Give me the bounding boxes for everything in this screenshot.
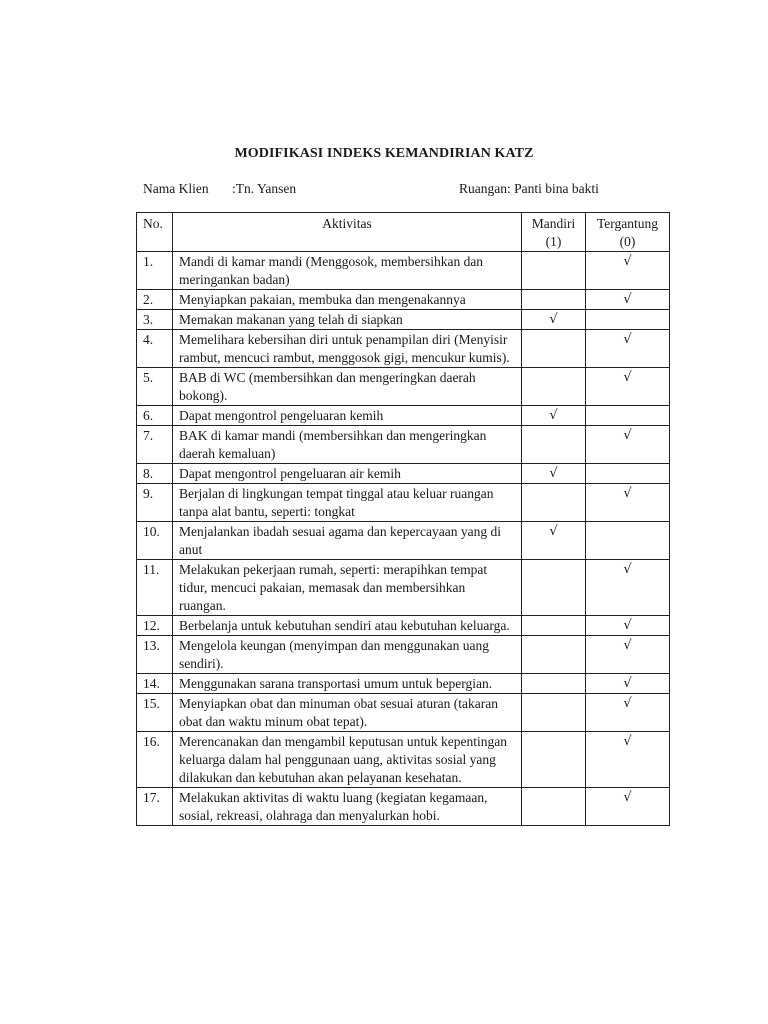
- row-mandiri-check: [522, 368, 586, 406]
- row-mandiri-check: [522, 426, 586, 464]
- row-number: 6.: [137, 406, 173, 426]
- row-activity: Mengelola keungan (menyimpan dan menggunakan uang sendiri).: [173, 636, 522, 674]
- page-title: MODIFIKASI INDEKS KEMANDIRIAN KATZ: [234, 146, 534, 161]
- row-activity: Mandi di kamar mandi (Menggosok, membersihkan dan meringankan badan): [173, 252, 522, 290]
- row-mandiri-check: [522, 674, 586, 694]
- row-tergantung-check: √: [586, 560, 670, 616]
- table-row: [137, 674, 670, 694]
- table-row: [137, 694, 670, 732]
- table-row: [137, 522, 670, 560]
- table-row: [137, 484, 670, 522]
- header-activity: Aktivitas: [173, 213, 522, 252]
- row-number: 1.: [137, 252, 173, 290]
- table-row: [137, 636, 670, 674]
- row-tergantung-check: [586, 464, 670, 484]
- row-activity: Dapat mengontrol pengeluaran kemih: [173, 406, 522, 426]
- row-number: 16.: [137, 732, 173, 788]
- row-mandiri-check: [522, 788, 586, 826]
- row-tergantung-check: √: [586, 484, 670, 522]
- row-tergantung-check: √: [586, 368, 670, 406]
- row-tergantung-check: √: [586, 290, 670, 310]
- row-number: 10.: [137, 522, 173, 560]
- row-number: 11.: [137, 560, 173, 616]
- row-activity: Menyiapkan obat dan minuman obat sesuai aturan (takaran obat dan waktu minum obat tepat).: [173, 694, 522, 732]
- row-number: 5.: [137, 368, 173, 406]
- row-activity: Melakukan pekerjaan rumah, seperti: merapihkan tempat tidur, mencuci pakaian, memasak dan membersihkan ruangan.: [173, 560, 522, 616]
- table-row: [137, 788, 670, 826]
- row-activity: Merencanakan dan mengambil keputusan untuk kepentingan keluarga dalam hal penggunaan uang, aktivitas sosial yang dilakukan dan kebutuhan akan pelayanan kesehatan.: [173, 732, 522, 788]
- row-number: 2.: [137, 290, 173, 310]
- row-tergantung-check: √: [586, 426, 670, 464]
- table-row: [137, 310, 670, 330]
- row-mandiri-check: √: [522, 310, 586, 330]
- header-tergantung: [586, 213, 670, 252]
- table-row: [137, 252, 670, 290]
- row-tergantung-check: √: [586, 252, 670, 290]
- row-number: 12.: [137, 616, 173, 636]
- table-row: [137, 560, 670, 616]
- header-no: No.: [137, 213, 173, 252]
- row-activity: Memakan makanan yang telah di siapkan: [173, 310, 522, 330]
- row-activity: Berjalan di lingkungan tempat tinggal atau keluar ruangan tanpa alat bantu, seperti: tongkat: [173, 484, 522, 522]
- row-activity: Memelihara kebersihan diri untuk penampilan diri (Menyisir rambut, mencuci rambut, menggosok gigi, mencukur kumis).: [173, 330, 522, 368]
- table-row: [137, 368, 670, 406]
- header-tergantung-label: Tergantung: [596, 216, 659, 231]
- row-number: 15.: [137, 694, 173, 732]
- row-number: 7.: [137, 426, 173, 464]
- row-tergantung-check: √: [586, 788, 670, 826]
- table-row: [137, 426, 670, 464]
- row-tergantung-check: [586, 406, 670, 426]
- row-tergantung-check: √: [586, 674, 670, 694]
- row-number: 4.: [137, 330, 173, 368]
- row-number: 14.: [137, 674, 173, 694]
- room-info: Ruangan: Panti bina bakti: [459, 181, 599, 196]
- client-name-value: :Tn. Yansen: [232, 181, 297, 196]
- row-activity: BAK di kamar mandi (membersihkan dan mengeringkan daerah kemaluan): [173, 426, 522, 464]
- table-header-row: [137, 213, 670, 252]
- row-number: 3.: [137, 310, 173, 330]
- row-tergantung-check: √: [586, 694, 670, 732]
- row-tergantung-check: √: [586, 330, 670, 368]
- row-tergantung-check: [586, 522, 670, 560]
- row-mandiri-check: [522, 290, 586, 310]
- table-row: [137, 406, 670, 426]
- row-number: 9.: [137, 484, 173, 522]
- row-mandiri-check: [522, 732, 586, 788]
- row-mandiri-check: [522, 330, 586, 368]
- table-row: [137, 330, 670, 368]
- row-activity: Dapat mengontrol pengeluaran air kemih: [173, 464, 522, 484]
- row-mandiri-check: √: [522, 464, 586, 484]
- row-activity: Melakukan aktivitas di waktu luang (kegiatan kegamaan, sosial, rekreasi, olahraga dan menyalurkan hobi.: [173, 788, 522, 826]
- row-mandiri-check: [522, 484, 586, 522]
- row-tergantung-check: √: [586, 732, 670, 788]
- header-mandiri: [522, 213, 586, 252]
- row-mandiri-check: [522, 616, 586, 636]
- row-activity: Menggunakan sarana transportasi umum untuk bepergian.: [173, 674, 522, 694]
- table-row: [137, 464, 670, 484]
- header-mandiri-label: Mandiri: [531, 216, 576, 231]
- row-mandiri-check: [522, 560, 586, 616]
- row-mandiri-check: [522, 694, 586, 732]
- row-mandiri-check: [522, 636, 586, 674]
- row-tergantung-check: [586, 310, 670, 330]
- row-number: 13.: [137, 636, 173, 674]
- row-mandiri-check: [522, 252, 586, 290]
- row-activity: Menyiapkan pakaian, membuka dan mengenakannya: [173, 290, 522, 310]
- katz-index-table: [136, 212, 670, 826]
- row-number: 8.: [137, 464, 173, 484]
- row-activity: Menjalankan ibadah sesuai agama dan kepercayaan yang di anut: [173, 522, 522, 560]
- row-tergantung-check: √: [586, 636, 670, 674]
- row-activity: BAB di WC (membersihkan dan mengeringkan daerah bokong).: [173, 368, 522, 406]
- client-name-label: Nama Klien: [143, 181, 209, 196]
- table-row: [137, 732, 670, 788]
- table-row: [137, 616, 670, 636]
- header-mandiri-score: (1): [545, 234, 562, 249]
- row-tergantung-check: √: [586, 616, 670, 636]
- row-activity: Berbelanja untuk kebutuhan sendiri atau kebutuhan keluarga.: [173, 616, 522, 636]
- row-number: 17.: [137, 788, 173, 826]
- row-mandiri-check: √: [522, 406, 586, 426]
- header-tergantung-score: (0): [619, 234, 636, 249]
- table-row: [137, 290, 670, 310]
- row-mandiri-check: √: [522, 522, 586, 560]
